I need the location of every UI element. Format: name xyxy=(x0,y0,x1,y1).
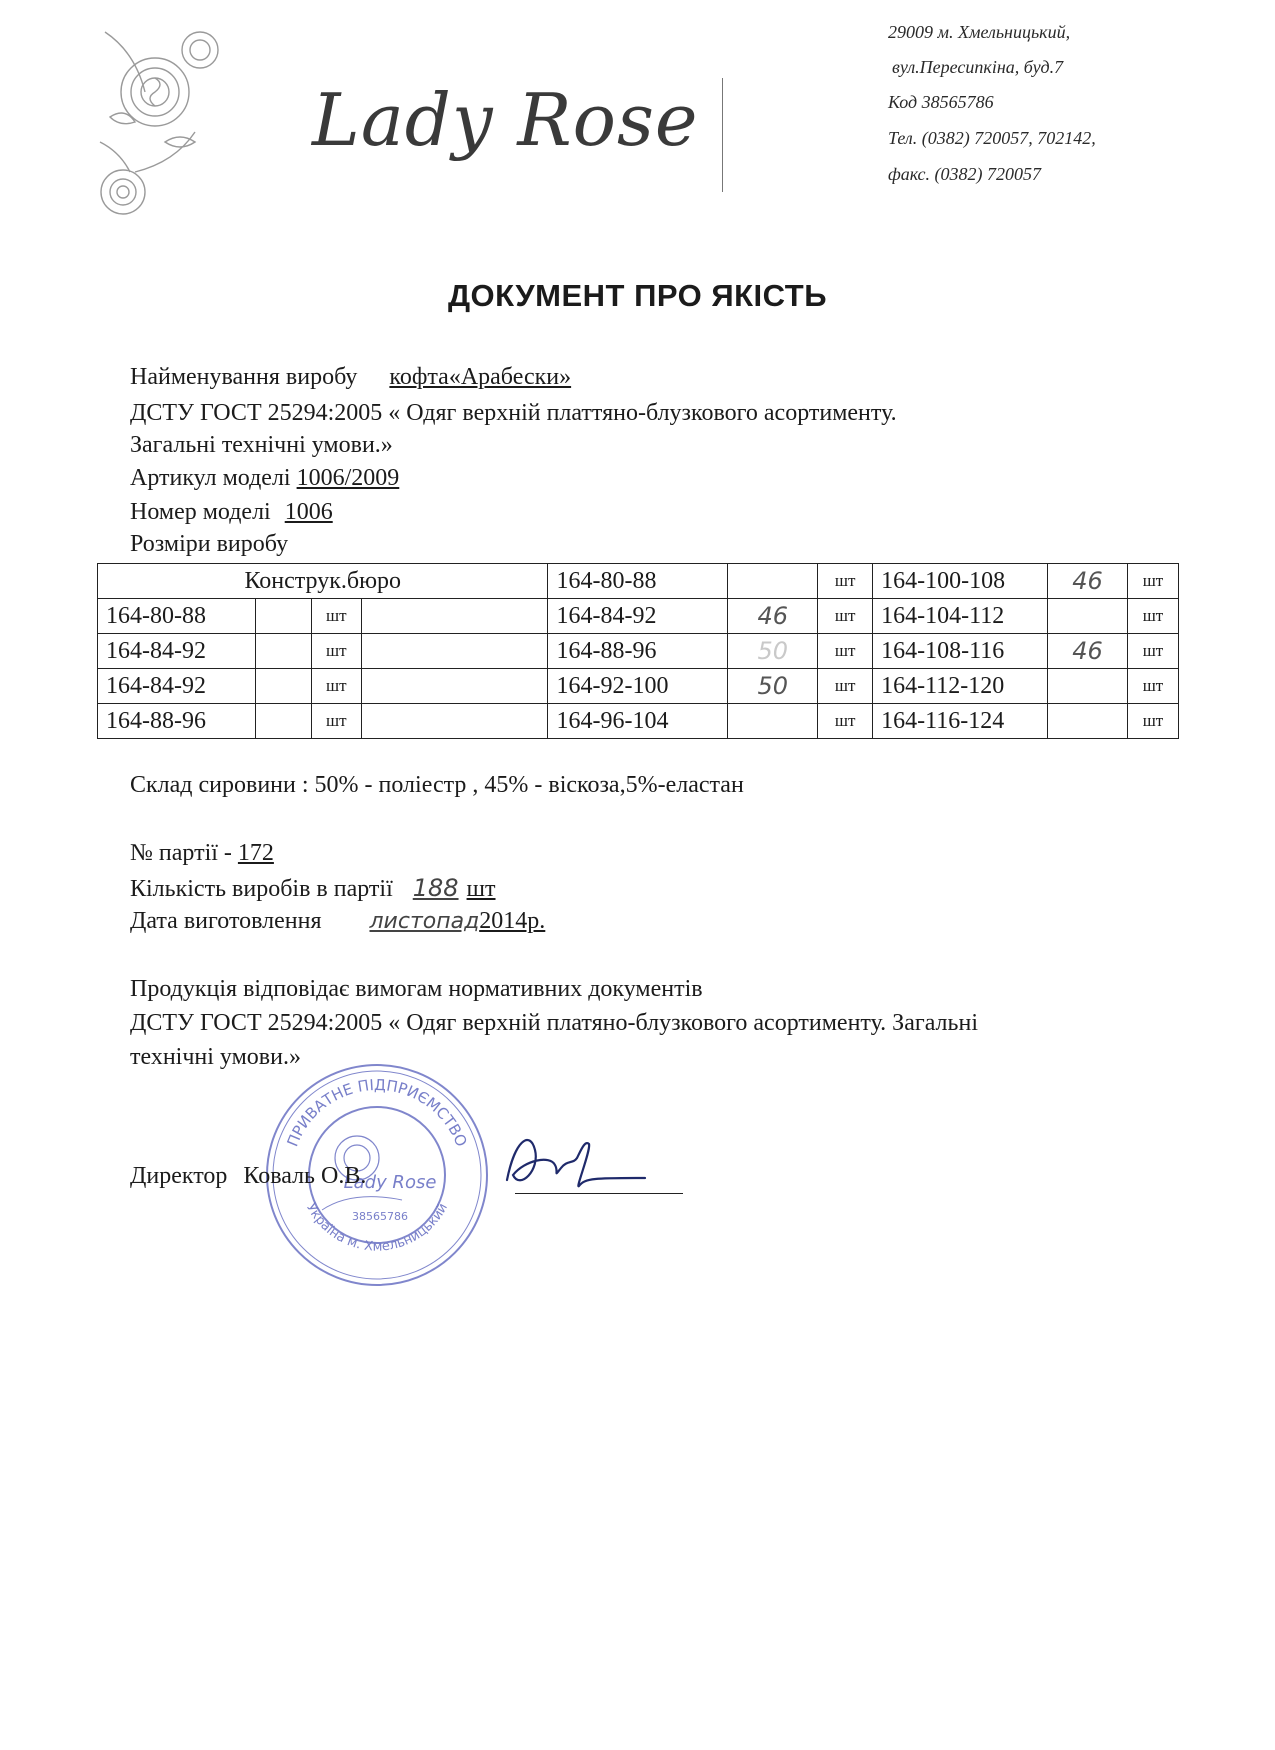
unit-cell: шт xyxy=(818,634,873,669)
table-row xyxy=(98,669,1179,704)
stamp-code-text: 38565786 xyxy=(352,1210,408,1223)
compliance-line-1: Продукція відповідає вимогам нормативних документів xyxy=(130,976,703,1002)
blank-cell xyxy=(361,634,548,669)
unit-cell: шт xyxy=(1127,599,1178,634)
table-row xyxy=(98,634,1179,669)
count-cell: 50 xyxy=(728,634,818,669)
stamp-center-text: Lady Rose xyxy=(343,1172,437,1193)
article-label: Артикул моделі xyxy=(130,465,291,491)
address-line: 29009 м. Хмельницький, xyxy=(888,22,1071,42)
count-cell xyxy=(728,564,818,599)
unit-cell: шт xyxy=(1127,564,1178,599)
manufacture-date-year: 2014р. xyxy=(479,908,546,934)
document-title: ДОКУМЕНТ ПРО ЯКІСТЬ xyxy=(447,278,828,313)
unit-cell: шт xyxy=(1127,634,1178,669)
address-line: вул.Пересипкіна, буд.7 xyxy=(892,57,1064,77)
count-cell xyxy=(255,704,311,739)
count-cell: 46 xyxy=(1048,564,1128,599)
unit-cell: шт xyxy=(818,669,873,704)
model-value: 1006 xyxy=(284,499,333,525)
batch-count-line xyxy=(130,874,496,903)
product-name-value: кофта«Арабески» xyxy=(389,364,572,390)
table-row xyxy=(98,564,1179,599)
batch-number-label: № партії - xyxy=(130,840,232,866)
count-cell xyxy=(255,634,311,669)
blank-cell xyxy=(361,704,548,739)
article-value: 1006/2009 xyxy=(296,465,400,491)
size-cell: 164-80-88 xyxy=(548,564,728,599)
model-label: Номер моделі xyxy=(130,499,271,525)
size-cell: 164-84-92 xyxy=(98,634,256,669)
blank-cell xyxy=(361,669,548,704)
size-cell: 164-80-88 xyxy=(98,599,256,634)
sizes-label: Розміри виробу xyxy=(130,531,289,557)
size-cell: 164-84-92 xyxy=(98,669,256,704)
compliance-line-3: технічні умови.» xyxy=(130,1044,301,1070)
director-line xyxy=(130,1163,366,1190)
unit-cell: шт xyxy=(311,704,361,739)
table-row xyxy=(98,599,1179,634)
count-cell xyxy=(255,599,311,634)
count-cell: 46 xyxy=(728,599,818,634)
manufacture-date-line xyxy=(130,908,545,935)
size-cell: 164-100-108 xyxy=(873,564,1048,599)
composition-line: Склад сировини : 50% - поліестр , 45% - віскоза,5%-еластан xyxy=(130,772,744,798)
model-line xyxy=(130,499,333,526)
size-cell: 164-108-116 xyxy=(873,634,1048,669)
size-cell: 164-88-96 xyxy=(548,634,728,669)
address-line: факс. (0382) 720057 xyxy=(888,164,1041,184)
batch-count-value: 188 xyxy=(412,874,459,902)
standard-line-1: ДСТУ ГОСТ 25294:2005 « Одяг верхній платтяно-блузкового асортименту. xyxy=(130,400,897,426)
unit-cell: шт xyxy=(311,599,361,634)
count-cell xyxy=(1048,599,1128,634)
article-line xyxy=(130,465,399,492)
compliance-line-2: ДСТУ ГОСТ 25294:2005 « Одяг верхній платяно-блузкового асортименту. Загальні xyxy=(130,1010,978,1036)
director-label: Директор xyxy=(130,1163,228,1189)
count-cell: 46 xyxy=(1048,634,1128,669)
unit-cell: шт xyxy=(818,704,873,739)
standard-line-2: Загальні технічні умови.» xyxy=(130,432,393,458)
size-cell: 164-88-96 xyxy=(98,704,256,739)
size-cell: 164-84-92 xyxy=(548,599,728,634)
unit-cell: шт xyxy=(1127,669,1178,704)
table-header-cell: Конструк.бюро xyxy=(98,564,548,599)
size-cell: 164-104-112 xyxy=(873,599,1048,634)
size-cell: 164-116-124 xyxy=(873,704,1048,739)
unit-cell: шт xyxy=(1127,704,1178,739)
batch-count-unit: шт xyxy=(466,876,496,902)
director-name: Коваль О.В. xyxy=(243,1163,367,1189)
address-line: Код 38565786 xyxy=(888,92,994,112)
director-signature-icon xyxy=(495,1120,655,1200)
address-line: Тел. (0382) 720057, 702142, xyxy=(888,128,1096,148)
blank-cell xyxy=(361,599,548,634)
product-name-line xyxy=(130,364,571,391)
count-cell xyxy=(1048,704,1128,739)
count-cell xyxy=(1048,669,1128,704)
manufacture-date-label: Дата виготовлення xyxy=(130,908,322,934)
company-logo: Lady Rose xyxy=(312,78,699,162)
stamp-bottom-text: Україна м. Хмельницький xyxy=(303,1200,451,1255)
size-cell: 164-112-120 xyxy=(873,669,1048,704)
batch-count-label: Кількість виробів в партії xyxy=(130,876,393,902)
unit-cell: шт xyxy=(818,599,873,634)
unit-cell: шт xyxy=(311,634,361,669)
unit-cell: шт xyxy=(311,669,361,704)
count-cell xyxy=(728,704,818,739)
batch-number-line xyxy=(130,840,288,867)
count-cell: 50 xyxy=(728,669,818,704)
manufacture-date-month: листопад xyxy=(369,909,480,934)
unit-cell: шт xyxy=(818,564,873,599)
rose-decoration-icon xyxy=(95,22,230,247)
count-cell xyxy=(255,669,311,704)
sizes-table xyxy=(97,563,1179,739)
stamp-outer-text: ПРИВАТНЕ ПІДПРИЄМСТВО xyxy=(283,1075,471,1150)
table-row xyxy=(98,704,1179,739)
batch-number-value: 172 xyxy=(237,840,274,866)
header-divider xyxy=(722,78,723,192)
size-cell: 164-96-104 xyxy=(548,704,728,739)
product-name-label: Найменування виробу xyxy=(130,364,358,390)
svg-text:Україна м. Хмельницький xyxy=(303,1201,451,1255)
size-cell: 164-92-100 xyxy=(548,669,728,704)
